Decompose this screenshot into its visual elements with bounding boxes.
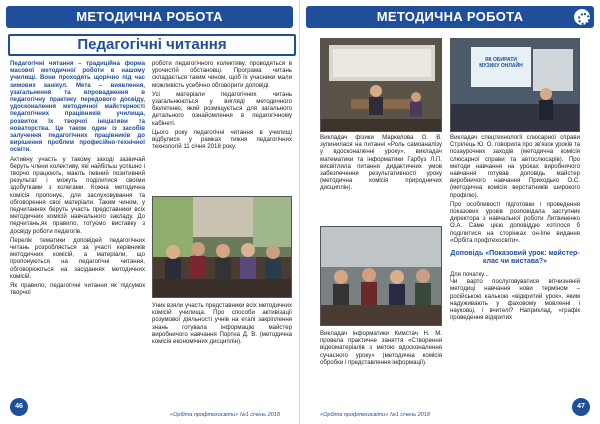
right-page [300, 0, 600, 424]
left-column-1 [10, 60, 145, 297]
footer-text: «Орбіта профтехосвіти» №1 січень 2018 [320, 411, 430, 418]
paragraph: роботи педагогічного колективу, проводяться в урочистій обстановці. Програма читань складається таким чином, щоб їх учасники мали можливість усебічно обговорити доповіді. [152, 60, 292, 89]
page-number: 47 [572, 398, 590, 416]
classroom-photo-1 [320, 38, 442, 132]
right-page-header: МЕТОДИЧНА РОБОТА [306, 6, 594, 28]
audience-photo [320, 226, 442, 326]
report-heading: Доповідь «Показовий урок: майстер-клас чи вистава?» [450, 250, 580, 266]
paragraph: Як правило, педагогічні читання як підсумок творчої [10, 282, 145, 297]
paragraph: Викладач спецтехнології слюсарної справи Стрілець Ю. О. говорила про зв'язок уроків та позаурочних заходів (методична комісія слюсарної справи та автослюсарів). Про методи навчання на уроках виробничого навчання готував доповідь майстер виробничого навчання Приходько О.С. (методична комісія верстатників широкого профілю). [450, 134, 580, 199]
photo-sign-text: ЯК ОБИРАТИ МУЗИКУ ОНЛАЙН [479, 57, 523, 69]
footer-text: «Орбіта профтехосвіти» №1 січень 2018 [170, 411, 280, 418]
article-title: Педагогічні читання [8, 34, 296, 56]
classroom-photo-2 [450, 38, 580, 132]
paragraph: Цього року педагогічні читання в училищі відбулися у рамках тижня педагогічних технологій 11 січня 2018 року. [152, 128, 292, 151]
right-column-1-top: Викладач фізики Маркелова О. В. зупинилася на питанні «Роль самоаналізу у вдосконаленні уроку», викладач математики та інформатики Гарбуз Л.П. висвітлила питання дидактичних умов забезпечення результативності уроку (методична комісія природничих дисциплін). [320, 134, 442, 192]
right-column-1-bottom: Викладач інформатики Кимстач Н. М. провела практичне заняття «Створення відеоматеріалів з метою вдосконалення сучасного уроку» (методична комісія обробки і представлення інформації). [320, 330, 442, 366]
conference-photo [152, 196, 292, 298]
paragraph: Про особливості підготовки і проведення показових уроків розповідала заступник директора з навчальної роботи Литвиненко О.А. Саме цією доповіддю хотілося б поділитися на сторінках он-line видання «Орбіта профтехосвіти». [450, 200, 580, 244]
paragraph: Перелік тематики доповідей педагогічних читань розробляється за участі керівників методичних комісій, а матеріали, що пропонуються на педагогічні читання, обговорюються на засіданнях методичних комісій. [10, 236, 145, 280]
left-column-2-bottom: Уник взяли участь представники всіх методичних комісій училища. Про способи активізації розумової діяльності учнів на етапі закріплення знань готувала інформацію майстер виробничого навчання Портна Д. В. (методична комісія економічних дисциплін). [152, 302, 292, 346]
paragraph: Активну участь у такому заході зазвичай беруть члени колективу, які найбільш успішно і творчо працюють, мають певний позитивний результат і можуть поділитися своїми здобутками з колегами. Кожна методична комісія пропонує, для заслуховування та обговорення свої матеріали. Таким чином, у педчитаннях беруть участь представники всіх методичних комісій навчального закладу. До педчитань,як правило, готуємо виставку з досвіду роботи педагогів. [10, 155, 145, 235]
paragraph: Для початку... [450, 271, 489, 279]
page-number: 46 [10, 398, 28, 416]
right-column-2 [450, 134, 580, 321]
left-column-2-top [152, 60, 292, 150]
college-logo-icon [572, 7, 592, 27]
paragraph: Педагогічні читання – традиційна форма масової методичної роботи в нашому училищі. Вони проходять щорічно під час зимових канікул. Мета – виявлення, узагальнення та впровадження в педагогічну практику передового досвіду, удосконалення методичної майстерності педагогічних працівників училища, розвиток їх творчої ініціативи та новаторства. Це також один із засобів залучення педагогічних працівників до вирішення проблем професійно-технічної освіти. [10, 60, 145, 154]
paragraph: Чи варто послуговуватися вітчизняній методиці навчання нови терміном – російською калькою «відкритий урок», яким надуживають у фаховому мовленні і науковці, і вчителі? Наприклад, «графік проведення відкритих [450, 278, 580, 322]
left-page-header: МЕТОДИЧНА РОБОТА [6, 6, 293, 28]
paragraph: Усі матеріали педагогічних читань узагальнюються у вигляді методичного бюлетеню, який розміщується для загального детального ознайомлення в педагогічному кабінеті. [152, 90, 292, 127]
